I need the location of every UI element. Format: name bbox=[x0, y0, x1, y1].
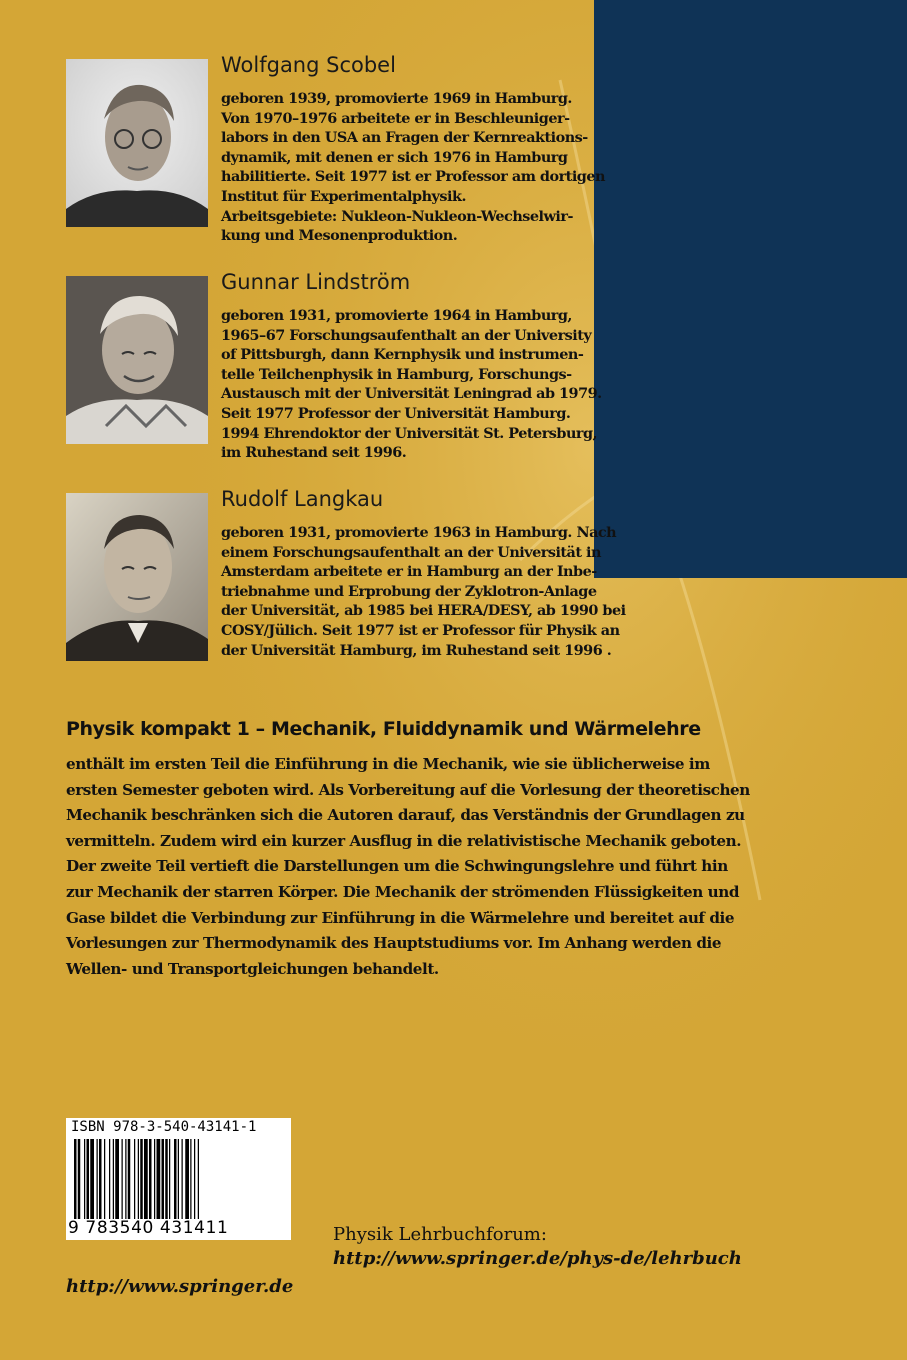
author-name: Gunnar Lindström bbox=[221, 270, 411, 294]
forum-label: Physik Lehrbuchforum: bbox=[333, 1224, 547, 1245]
portrait-photo-icon bbox=[66, 276, 208, 444]
publisher-url-link[interactable]: http://www.springer.de bbox=[66, 1276, 294, 1297]
author-photo bbox=[66, 59, 208, 227]
isbn-label: ISBN 978-3-540-43141-1 bbox=[71, 1119, 257, 1135]
barcode-bars-icon bbox=[74, 1139, 286, 1219]
isbn-barcode bbox=[66, 1118, 291, 1240]
book-title: Physik kompakt 1 – Mechanik, Fluiddynamik und Wärmelehre bbox=[66, 718, 701, 740]
ean-digits: 9 783540 431411 bbox=[68, 1218, 229, 1238]
author-name: Rudolf Langkau bbox=[221, 487, 384, 511]
cover-accent-block bbox=[594, 0, 907, 578]
portrait-photo-icon bbox=[66, 493, 208, 661]
author-name: Wolfgang Scobel bbox=[221, 53, 396, 77]
author-bio: geboren 1939, promovierte 1969 in Hamburg. Von 1970–1976 arbeitete er in Beschleuniger- labors in den USA an Fragen der Kernreaktions- dynamik, mit denen er sich 1976 in Hamburg habilitierte. Seit 1977 ist er Professor am dortigen Institut für Experimentalphysik. Arbeitsgebiete: Nukleon-Nukleon-Wechselwir- kung und Mesonenproduktion. bbox=[221, 90, 605, 245]
forum-url-link[interactable]: http://www.springer.de/phys-de/lehrbuch bbox=[333, 1248, 742, 1269]
author-photo bbox=[66, 493, 208, 661]
portrait-photo-icon bbox=[66, 59, 208, 227]
author-bio: geboren 1931, promovierte 1963 in Hamburg. Nach einem Forschungsaufenthalt an der Universität in Amsterdam arbeitete er in Hamburg an der Inbe- triebnahme und Erprobung der Zyklotron-Anlage der Universität, ab 1985 bei HERA/DESY, ab 1990 bei COSY/Jülich. Seit 1977 ist er Professor für Physik an der Universität Hamburg, im Ruhestand seit 1996 . bbox=[221, 524, 626, 659]
author-photo bbox=[66, 276, 208, 444]
book-description: enthält im ersten Teil die Einführung in die Mechanik, wie sie üblicherweise im ersten Semester geboten wird. Als Vorbereitung auf die Vorlesung der theoretischen Mechanik beschränken sich die Autoren darauf, das Verständnis der Grundlagen zu vermitteln. Zudem wird ein kurzer Ausflug in die relativistische Mechanik geboten. Der zweite Teil vertieft die Darstellungen um die Schwingungslehre und führt hin zur Mechanik der starren Körper. Die Mechanik der strömenden Flüssigkeiten und Gase bildet die Verbindung zur Einführung in die Wärmelehre und bereitet auf die Vorlesungen zur Thermodynamik des Hauptstudiums vor. Im Anhang werden die Wellen- und Transportgleichungen behandelt. bbox=[66, 755, 750, 978]
author-bio: geboren 1931, promovierte 1964 in Hamburg, 1965–67 Forschungsaufenthalt an der University of Pittsburgh, dann Kernphysik und instrumen- telle Teilchenphysik in Hamburg, Forschungs- Austausch mit der Universität Leningrad ab 1979. Seit 1977 Professor der Universität Hamburg. 1994 Ehrendoktor der Universität St. Petersburg, im Ruhestand seit 1996. bbox=[221, 307, 602, 462]
